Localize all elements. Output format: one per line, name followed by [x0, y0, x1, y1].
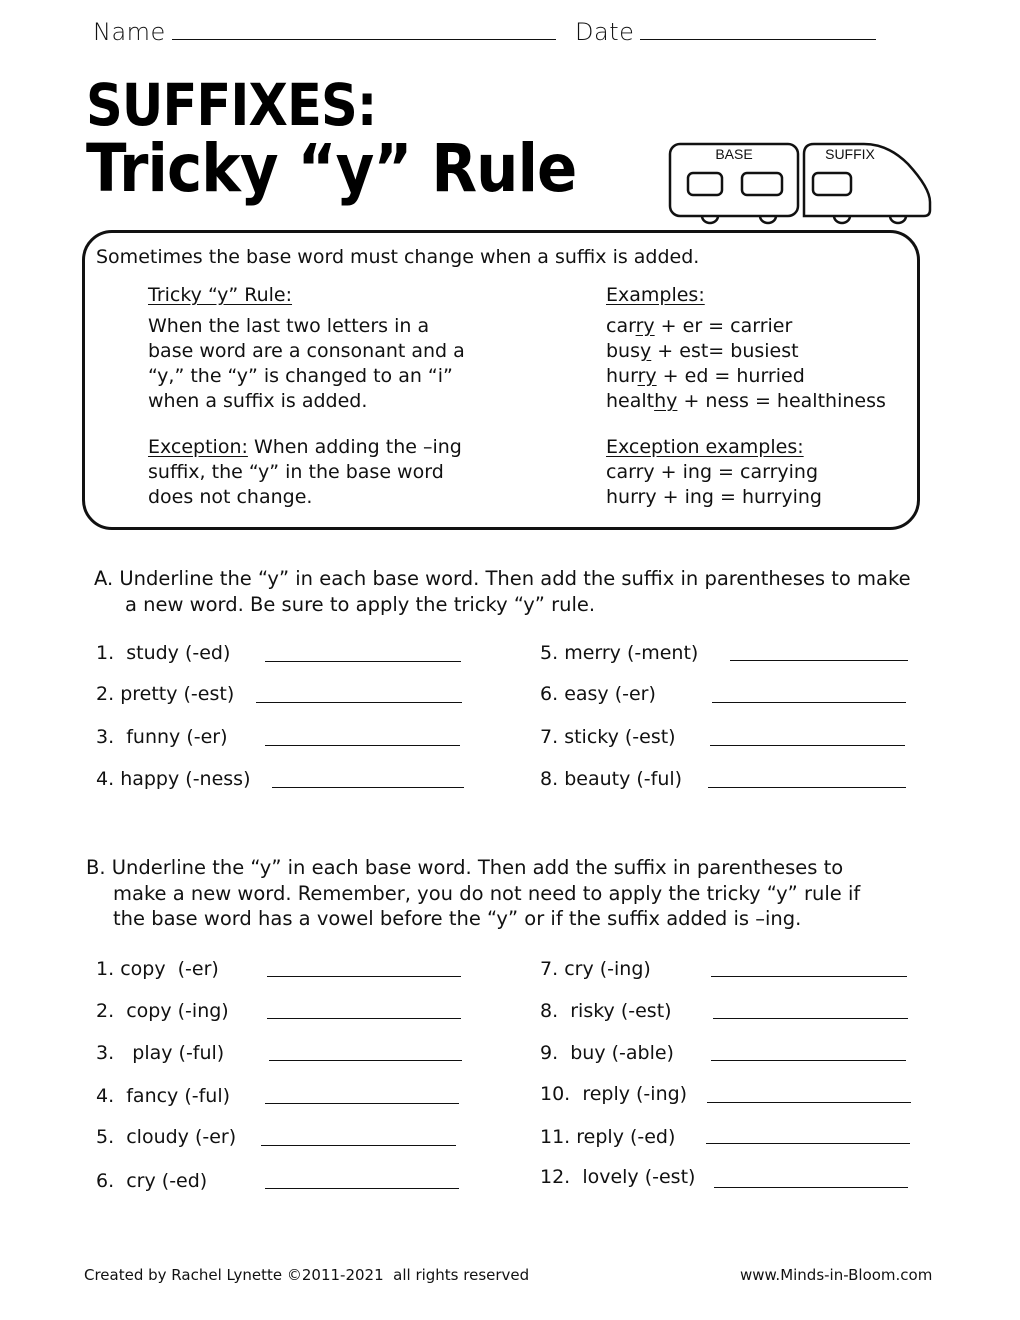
rule-heading: Tricky “y” Rule:: [148, 284, 293, 306]
exception-examples: [606, 435, 886, 510]
exception-line: When adding the –ing: [253, 436, 462, 458]
section-b-item-10: 10. reply (-ing): [540, 1083, 688, 1105]
section-a-item-5: 5. merry (-ment): [540, 642, 699, 664]
answer-line-b11[interactable]: [706, 1143, 910, 1144]
train-icon: [668, 140, 934, 228]
section-b-item-12: 12. lovely (-est): [540, 1166, 696, 1188]
date-blank[interactable]: [640, 38, 876, 40]
section-a-item-6: 6. easy (-er): [540, 683, 656, 705]
examples-heading: Examples:: [606, 284, 705, 306]
section-b-item-7: 7. cry (-ing): [540, 958, 651, 980]
section-a-item-8: 8. beauty (-ful): [540, 768, 683, 790]
rule-intro: Sometimes the base word must change when a suffix is added.: [96, 246, 700, 268]
date-label: Date: [575, 18, 635, 46]
examples-list: [606, 314, 886, 414]
exception-example-item: carry + ing = carrying: [606, 461, 819, 483]
example-item: healthy + ness = healthiness: [606, 390, 886, 412]
rule-line: “y,” the “y” is changed to an “i”: [148, 365, 453, 387]
footer-credit: Created by Rachel Lynette ©2011-2021 all rights reserved: [84, 1266, 530, 1284]
answer-line-b9[interactable]: [711, 1060, 906, 1061]
answer-line-b4[interactable]: [265, 1103, 459, 1104]
answer-line-a2[interactable]: [256, 702, 462, 703]
name-field-row: [93, 18, 562, 46]
exception-line: suffix, the “y” in the base word: [148, 461, 444, 483]
section-a-item-7: 7. sticky (-est): [540, 726, 676, 748]
rule-line: When the last two letters in a: [148, 315, 430, 337]
answer-line-a3[interactable]: [265, 745, 460, 746]
exception-line: does not change.: [148, 486, 313, 508]
example-item: busy + est= busiest: [606, 340, 799, 362]
exception-text: [148, 435, 465, 510]
rule-section: [148, 283, 465, 510]
section-b-item-11: 11. reply (-ed): [540, 1126, 676, 1148]
example-item: carry + er = carrier: [606, 315, 793, 337]
section-b-item-8: 8. risky (-est): [540, 1000, 672, 1022]
rule-line: base word are a consonant and a: [148, 340, 465, 362]
worksheet-title-line1: SUFFIXES:: [86, 71, 377, 139]
section-b-item-5: 5. cloudy (-er): [96, 1126, 237, 1148]
rule-text: [148, 314, 465, 414]
section-a-item-4: 4. happy (-ness): [96, 768, 251, 790]
answer-line-a5[interactable]: [730, 660, 908, 661]
answer-line-b6[interactable]: [265, 1188, 459, 1189]
train-base-label: BASE: [715, 146, 753, 162]
answer-line-b2[interactable]: [267, 1018, 461, 1019]
section-a-item-2: 2. pretty (-est): [96, 683, 235, 705]
answer-line-b8[interactable]: [713, 1018, 908, 1019]
section-b-item-9: 9. buy (-able): [540, 1042, 674, 1064]
section-a-item-1: 1. study (-ed): [96, 642, 231, 664]
exception-example-item: hurry + ing = hurrying: [606, 486, 822, 508]
rule-line: when a suffix is added.: [148, 390, 368, 412]
answer-line-b1[interactable]: [267, 976, 461, 977]
worksheet-title-line2: Tricky “y” Rule: [86, 130, 577, 207]
name-label: Name: [93, 18, 166, 46]
exception-heading: Exception:: [148, 436, 248, 458]
answer-line-b10[interactable]: [707, 1102, 911, 1103]
section-b-item-2: 2. copy (-ing): [96, 1000, 229, 1022]
answer-line-b5[interactable]: [261, 1145, 456, 1146]
examples-section: [606, 283, 886, 510]
answer-line-a4[interactable]: [272, 787, 464, 788]
date-field-row: [575, 18, 882, 46]
section-b-item-3: 3. play (-ful): [96, 1042, 225, 1064]
section-b-instructions: B. Underline the “y” in each base word. Then add the suffix in parentheses to make a new word. Remember, you do not need to apply the tricky “y” rule if the base word has a vowel before the “y” or if the suffix added is –ing.: [86, 856, 861, 930]
footer-website[interactable]: www.Minds-in-Bloom.com: [740, 1266, 933, 1284]
answer-line-b3[interactable]: [269, 1060, 462, 1061]
section-b-item-6: 6. cry (-ed): [96, 1170, 208, 1192]
answer-line-a1[interactable]: [265, 661, 461, 662]
answer-line-b12[interactable]: [714, 1187, 908, 1188]
section-b-item-4: 4. fancy (-ful): [96, 1085, 231, 1107]
answer-line-a7[interactable]: [710, 745, 905, 746]
example-item: hurry + ed = hurried: [606, 365, 805, 387]
answer-line-a6[interactable]: [712, 702, 906, 703]
train-suffix-label: SUFFIX: [825, 146, 875, 162]
section-b-item-1: 1. copy (-er): [96, 958, 219, 980]
section-a-instructions: A. Underline the “y” in each base word. Then add the suffix in parentheses to make a new word. Be sure to apply the tricky “y” rule.: [94, 567, 911, 616]
section-a-item-3: 3. funny (-er): [96, 726, 228, 748]
exception-examples-heading: Exception examples:: [606, 436, 804, 458]
name-blank[interactable]: [172, 38, 556, 40]
answer-line-b7[interactable]: [711, 976, 907, 977]
answer-line-a8[interactable]: [708, 787, 906, 788]
